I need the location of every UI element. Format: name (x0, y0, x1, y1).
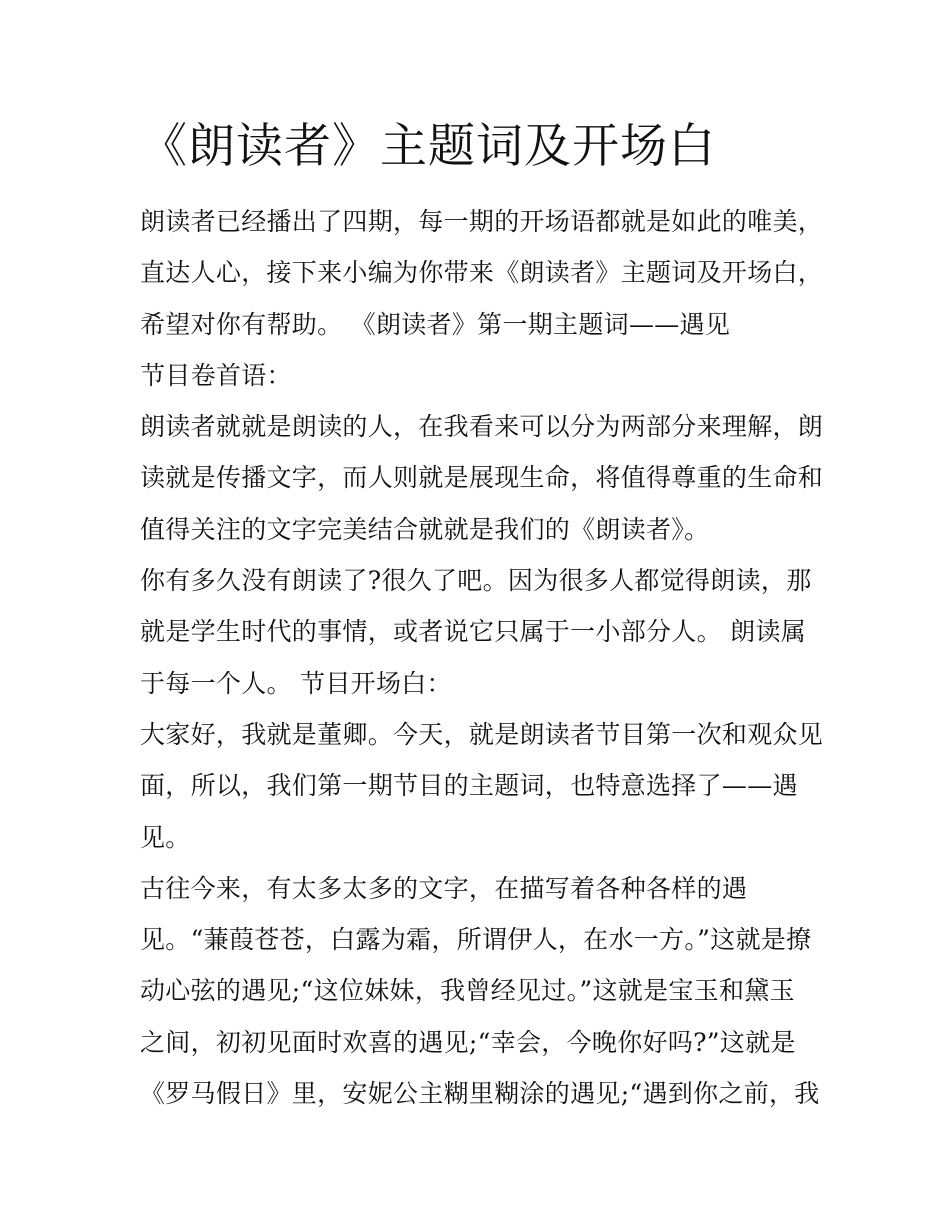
body-line: 动心弦的遇见;“这位妹妹，我曾经见过。”这就是宝玉和黛玉 (140, 976, 795, 1006)
body-line: 之间，初初见面时欢喜的遇见;“幸会，今晚你好吗?”这就是 (140, 1027, 796, 1057)
document-body (140, 196, 830, 1119)
body-line: 希望对你有帮助。 《朗读者》第一期主题词——遇见 (140, 309, 731, 339)
body-line: 你有多久没有朗读了?很久了吧。因为很多人都觉得朗读，那 (140, 566, 812, 596)
body-line: 值得关注的文字完美结合就就是我们的《朗读者》。 (140, 514, 710, 544)
body-line: 朗读者已经播出了四期，每一期的开场语都就是如此的唯美， (140, 207, 824, 236)
body-line: 节目卷首语： (140, 360, 292, 390)
body-line: 直达人心，接下来小编为你带来《朗读者》主题词及开场白， (140, 258, 824, 288)
body-line: 就是学生时代的事情，或者说它只属于一小部分人。 朗读属 (140, 617, 807, 647)
document-title: 《朗读者》主题词及开场白 (140, 119, 716, 174)
body-line: 见。 (140, 822, 191, 852)
body-line: 朗读者就就是朗读的人，在我看来可以分为两部分来理解，朗 (140, 412, 824, 442)
body-line: 面，所以，我们第一期节目的主题词，也特意选择了——遇 (140, 771, 798, 801)
body-line: 读就是传播文字，而人则就是展现生命，将值得尊重的生命和 (140, 463, 824, 493)
body-line: 古往今来，有太多太多的文字，在描写着各种各样的遇 (140, 873, 748, 903)
body-line: 《罗马假日》里，安妮公主糊里糊涂的遇见;“遇到你之前，我 (140, 1079, 820, 1109)
body-line: 见。“蒹葭苍苍，白露为霜，所谓伊人，在水一方。”这就是撩 (140, 925, 812, 955)
body-line: 大家好，我就是董卿。今天，就是朗读者节目第一次和观众见 (140, 719, 824, 749)
body-line: 于每一个人。 节目开场白： (140, 668, 452, 698)
